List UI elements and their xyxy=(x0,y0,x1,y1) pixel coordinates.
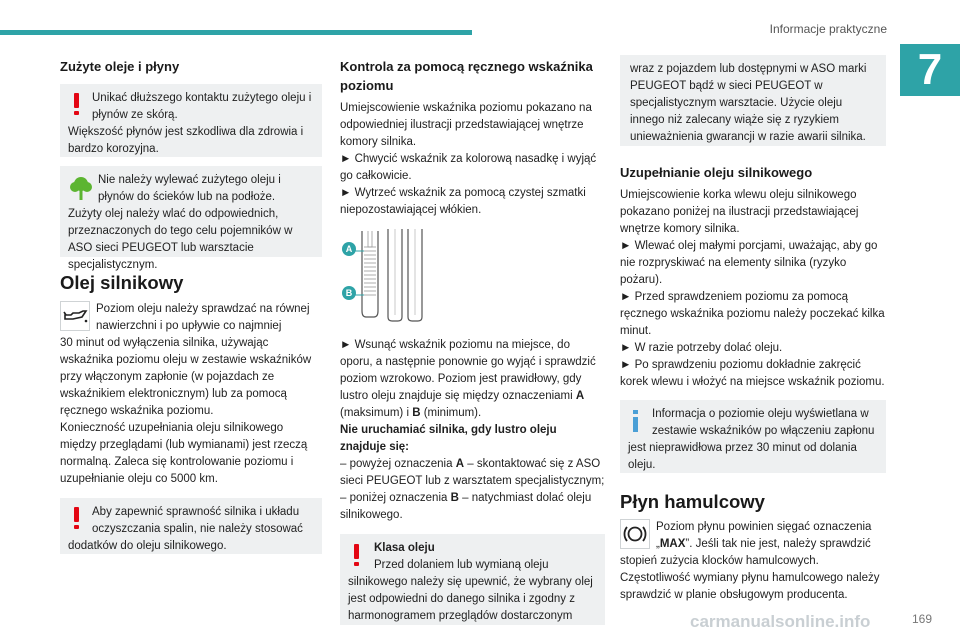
tree-eco-icon xyxy=(69,175,93,201)
note-text-rest: silnikowego należy się upewnić, że wybrany olej jest odpowiedni do danego silnika i zgodny z harmonogramem przeglądów dostarczonym xyxy=(348,576,593,622)
marker-a-label: A xyxy=(342,242,356,256)
do-not-start-warning: Nie uruchamiać silnika, gdy lustro oleju znajduje się: xyxy=(340,424,557,453)
note-text-first: Przed dolaniem lub wymianą oleju xyxy=(374,559,549,571)
step-wipe-dipstick: ► Wytrzeć wskaźnik za pomocą czystej szmatki niepozostawiającej włókien. xyxy=(340,187,586,216)
column-left xyxy=(60,55,322,554)
warning-exclamation-icon xyxy=(74,507,79,529)
dipstick-location-text: Umiejscowienie wskaźnika poziomu pokazano na odpowiedniej ilustracji przedstawiającej wnętrze komory silnika. xyxy=(340,102,592,148)
warning-exclamation-icon xyxy=(74,93,79,115)
note-text-first: Informacja o poziomie oleju wyświetlana w zestawie wskaźników po włączeniu zapłonu xyxy=(652,408,875,437)
above-a-instruction: – powyżej oznaczenia A – skontaktować się z ASO sieci PEUGEOT lub z warsztatem specjalistycznym; xyxy=(340,458,605,487)
page-number: 169 xyxy=(911,612,932,626)
watermark: carmanualsonline.info xyxy=(690,612,871,631)
brake-warning-icon xyxy=(620,519,650,549)
oil-intro-text: Poziom oleju należy sprawdzać na równej nawierzchni i po upływie co najmniej xyxy=(96,303,310,332)
below-b-instruction: – poniżej oznaczenia B – natychmiast dolać oleju silnikowego. xyxy=(340,492,592,521)
dipstick-diagram xyxy=(340,227,430,327)
warning-exclamation-icon xyxy=(354,544,359,566)
oil-body-text: 30 minut od wyłączenia silnika, używając wskaźnika poziomu oleju w zestawie wskaźników przy włączonym zapłonie (w pojazdach ze wskaźnikiem elektronicznym) lub za pomocą ręcznego wskaźnika poziomu. xyxy=(60,337,312,417)
step-reinsert-dipstick: ► Wsunąć wskaźnik poziomu na miejsce, do oporu, a następnie ponownie go wyjąć i sprawdzić poziom wzrokowo. Poziom jest prawidłowy, gdy lustro oleju znajduje się między oznaczeniami A (maksimum) i B (minimum). xyxy=(340,339,596,419)
info-note-oil-display xyxy=(620,400,886,473)
warning-note-skin-contact xyxy=(60,84,322,157)
dipstick-illustration xyxy=(340,227,605,327)
brake-fluid-intro xyxy=(620,519,886,553)
heading-dipstick-check: Kontrola za pomocą ręcznego wskaźnika poziomu xyxy=(340,59,593,93)
note-text-rest: jest nieprawidłowa przez 30 minut od dolania oleju. xyxy=(628,442,857,471)
note-text-rest: Większość płynów jest szkodliwa dla zdrowia i bardzo korozyjna. xyxy=(68,126,304,155)
page-section-title: Informacje praktyczne xyxy=(769,22,887,36)
note-text-first: Unikać dłuższego kontaktu zużytego oleju i płynów ze skórą. xyxy=(92,92,312,121)
column-middle xyxy=(340,55,605,625)
note-text-first: Nie należy wylewać zużytego oleju i płynów do ścieków lub na podłoże. xyxy=(98,174,281,203)
heading-used-oils: Zużyte oleje i płyny xyxy=(60,59,180,74)
step-add-oil: ► W razie potrzeby dolać oleju. xyxy=(620,342,783,354)
header-accent-bar xyxy=(0,30,472,35)
column-right xyxy=(620,55,886,604)
heading-engine-oil: Olej silnikowy xyxy=(60,272,184,293)
engine-oil-intro xyxy=(60,301,322,335)
oil-body-text-2: Konieczność uzupełniania oleju silnikowego między przeglądami (lub wymianami) jest rzeczą normalną. Zaleca się kontrolowanie poziomu i uzupełnianie oleju co 5000 km. xyxy=(60,422,308,485)
heading-oil-topup: Uzupełnianie oleju silnikowego xyxy=(620,165,813,180)
warning-note-additives xyxy=(60,498,322,554)
note-text-first: Aby zapewnić sprawność silnika i układu oczyszczania spalin, nie należy stosować xyxy=(92,506,303,535)
step-close-cap: ► Po sprawdzeniu poziomu dokładnie zakręcić korek wlewu i włożyć na miejsce wskaźnik poziomu. xyxy=(620,359,885,388)
brake-body-text: stopień zużycia klocków hamulcowych. xyxy=(620,555,819,567)
step-wait-minutes: ► Przed sprawdzeniem poziomu za pomocą ręcznego wskaźnika poziomu należy poczekać kilka minut. xyxy=(620,291,885,337)
brake-body-text-2: Częstotliwość wymiany płynu hamulcowego należy sprawdzić w planie obsługowym producenta. xyxy=(620,572,880,601)
chapter-number-badge: 7 xyxy=(900,44,960,96)
info-icon xyxy=(633,410,638,432)
marker-b-label: B xyxy=(342,286,356,300)
step-grab-dipstick: ► Chwycić wskaźnik za kolorową nasadkę i wyjąć go całkowicie. xyxy=(340,153,597,182)
note-title: Klasa oleju xyxy=(374,542,435,554)
oil-can-warning-icon xyxy=(60,301,90,331)
oil-grade-note-continued xyxy=(620,55,886,146)
warning-note-oil-grade xyxy=(340,534,605,625)
note-text-rest: dodatków do oleju silnikowego. xyxy=(68,540,227,552)
brake-intro-text: Poziom płynu powinien sięgać oznaczenia „MAX”. Jeśli tak nie jest, należy sprawdzić xyxy=(656,521,872,550)
note-text: wraz z pojazdem lub dostępnymi w ASO marki PEUGEOT bądź w sieci PEUGEOT w specjalistycznym warsztacie. Użycie oleju innego niż zalecany wiąże się z ryzykiem unieważnienia gwarancji w razie awarii silnika. xyxy=(630,63,867,143)
heading-brake-fluid: Płyn hamulcowy xyxy=(620,491,765,512)
step-pour-oil: ► Wlewać olej małymi porcjami, uważając, aby go nie rozpryskiwać na elementy silnika (ryzyko pożaru). xyxy=(620,240,878,286)
filler-location-text: Umiejscowienie korka wlewu oleju silnikowego pokazano poniżej na ilustracji przedstawiającej wnętrze komory silnika. xyxy=(620,189,859,235)
note-text-rest: Zużyty olej należy wlać do odpowiednich, przeznaczonych do tego celu pojemników w ASO sieci PEUGEOT lub warsztacie specjalistycznym. xyxy=(68,208,293,271)
eco-note-disposal xyxy=(60,166,322,271)
